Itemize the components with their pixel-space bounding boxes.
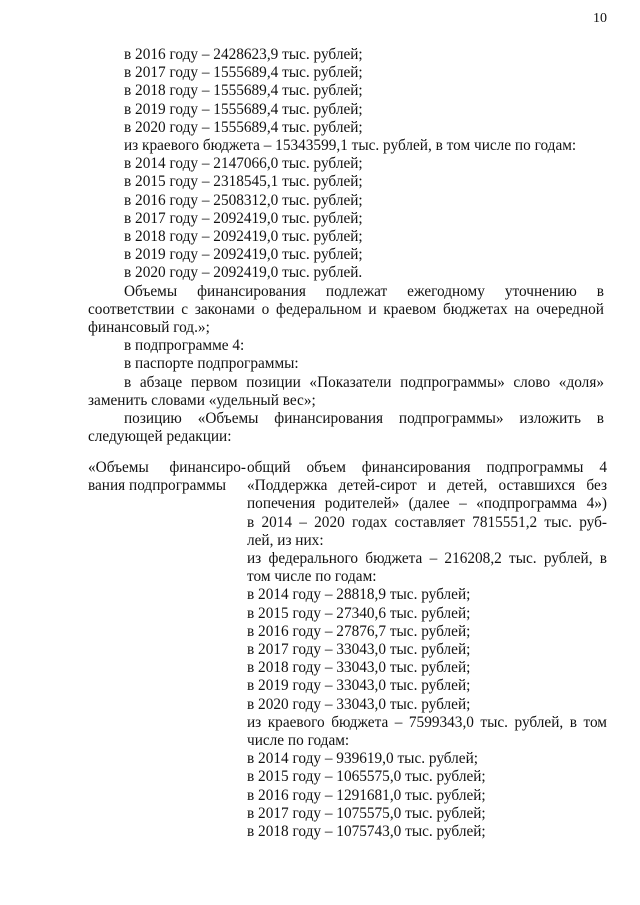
- paragraph-position: позицию «Объемы финансирования подпрограммы» изложить в следующей редакции:: [88, 410, 604, 446]
- text-line: в подпрограмме 4:: [124, 337, 245, 355]
- table-text-line: в 2014 году – 28818,9 тыс. рублей;: [247, 586, 471, 604]
- table-text-line: числе по годам:: [247, 732, 350, 750]
- table-text-line: в 2017 году – 33043,0 тыс. рублей;: [247, 641, 471, 659]
- table-left-line: «Объемы финансиро-: [88, 459, 246, 476]
- funding-table: [88, 459, 608, 841]
- text-line: в 2017 году – 2092419,0 тыс. рублей;: [124, 209, 363, 227]
- text-line: в 2017 году – 1555689,4 тыс. рублей;: [124, 64, 363, 82]
- table-text-line: том числе по годам:: [247, 568, 377, 586]
- table-text-line: в 2017 году – 1075575,0 тыс. рублей;: [247, 804, 486, 822]
- table-text-line: в 2016 году – 27876,7 тыс. рублей;: [247, 622, 471, 640]
- table-text-line: из краевого бюджета – 7599343,0 тыс. рублей, в том: [247, 713, 607, 731]
- text-line: в 2019 году – 2092419,0 тыс. рублей;: [124, 246, 363, 264]
- table-text-line: попечения родителей» (далее – «подпрограмма 4»): [247, 495, 607, 513]
- table-left-cell: [88, 459, 246, 841]
- table-text-line: в 2016 году – 1291681,0 тыс. рублей;: [247, 786, 486, 804]
- table-right-cell: [247, 459, 607, 841]
- text-line: в паспорте подпрограммы:: [124, 355, 299, 373]
- table-text-line: «Поддержка детей-сирот и детей, оставшихся без: [247, 477, 607, 495]
- table-text-line: в 2018 году – 1075743,0 тыс. рублей;: [247, 823, 486, 841]
- table-text-line: лей, из них:: [247, 531, 324, 549]
- table-text-line: в 2020 году – 33043,0 тыс. рублей;: [247, 695, 471, 713]
- text-line: в 2015 году – 2318545,1 тыс. рублей;: [124, 173, 363, 191]
- table-text-line: в 2014 году – 939619,0 тыс. рублей;: [247, 750, 479, 768]
- text-line: в 2020 году – 2092419,0 тыс. рублей.: [124, 264, 363, 282]
- text-line: в 2016 году – 2508312,0 тыс. рублей;: [124, 191, 363, 209]
- page-number: 10: [593, 11, 607, 26]
- table-text-line: общий объем финансирования подпрограммы 4: [247, 459, 607, 476]
- text-line: из краевого бюджета – 15343599,1 тыс. рублей, в том числе по годам:: [124, 137, 577, 155]
- paragraph-volume-note: Объемы финансирования подлежат ежегодному уточнению в соответствии с законами о федеральном и краевом бюджетах на очередной финансовый год.»;: [88, 282, 604, 337]
- table-text-line: в 2015 году – 1065575,0 тыс. рублей;: [247, 768, 486, 786]
- text-line: в 2020 году – 1555689,4 тыс. рублей;: [124, 118, 363, 136]
- text-line: в 2014 году – 2147066,0 тыс. рублей;: [124, 155, 363, 173]
- table-text-line: в 2015 году – 27340,6 тыс. рублей;: [247, 604, 471, 622]
- table-text-line: из федерального бюджета – 216208,2 тыс. рублей, в: [247, 550, 607, 568]
- text-line: в 2018 году – 2092419,0 тыс. рублей;: [124, 228, 363, 246]
- text-line: в 2019 году – 1555689,4 тыс. рублей;: [124, 100, 363, 118]
- text-line: в 2018 году – 1555689,4 тыс. рублей;: [124, 82, 363, 100]
- document-body: [88, 46, 604, 446]
- table-text-line: в 2018 году – 33043,0 тыс. рублей;: [247, 659, 471, 677]
- table-text-line: в 2019 году – 33043,0 тыс. рублей;: [247, 677, 471, 695]
- table-text-line: в 2014 – 2020 годах составляет 7815551,2 тыс. руб-: [247, 513, 607, 531]
- table-left-line: вания подпрограммы: [88, 477, 227, 495]
- paragraph-indicators: в абзаце первом позиции «Показатели подпрограммы» слово «доля» заменить словами «удельный вес»;: [88, 373, 604, 409]
- text-line: в 2016 году – 2428623,9 тыс. рублей;: [124, 46, 363, 63]
